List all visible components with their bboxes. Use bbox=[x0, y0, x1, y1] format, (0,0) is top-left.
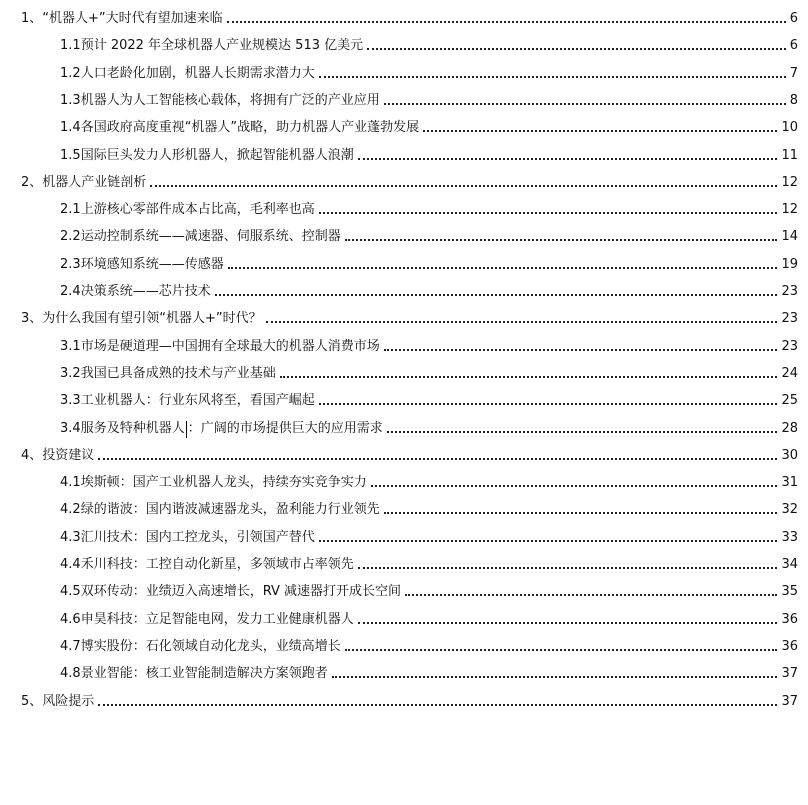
toc-entry-title: 为什么我国有望引领“机器人+”时代？ bbox=[42, 311, 262, 327]
toc-page-number: 31 bbox=[781, 475, 798, 491]
toc-page-number: 6 bbox=[789, 38, 798, 54]
toc-page-number: 34 bbox=[781, 557, 798, 572]
toc-entry-title-part: 服务及特种机器人 bbox=[80, 420, 185, 436]
dot-leader bbox=[319, 540, 778, 542]
toc-entry-number: 2、 bbox=[21, 174, 43, 190]
toc-entry-number: 3.3 bbox=[60, 393, 81, 409]
toc-subsection-entry[interactable] bbox=[60, 143, 798, 165]
dot-leader bbox=[319, 403, 778, 405]
toc-page-number: 10 bbox=[781, 120, 798, 136]
toc-entry-number: 3.2 bbox=[60, 365, 81, 381]
toc-page-number: 36 bbox=[781, 611, 798, 627]
toc-page-number: 23 bbox=[781, 338, 798, 354]
toc-entry-title: 工业机器人：行业东风将至，看国产崛起 bbox=[80, 393, 315, 409]
dot-leader bbox=[266, 321, 778, 323]
toc-page-number: 6 bbox=[789, 11, 798, 26]
toc-subsection-entry[interactable] bbox=[60, 361, 798, 383]
toc-entry-number: 1、 bbox=[21, 11, 43, 26]
toc-page-number: 35 bbox=[781, 584, 798, 600]
toc-section-entry[interactable] bbox=[21, 306, 798, 328]
toc-page-number: 28 bbox=[781, 420, 798, 436]
toc-entry-title: 预计 2022 年全球机器人产业规模达 513 亿美元 bbox=[80, 38, 364, 54]
toc-page-number: 25 bbox=[781, 393, 798, 409]
dot-leader bbox=[358, 622, 778, 624]
toc-page-number: 30 bbox=[781, 447, 798, 463]
toc-entry-number: 3.4 bbox=[60, 420, 81, 436]
toc-page-number: 32 bbox=[781, 502, 798, 518]
toc-entry-number: 2.4 bbox=[60, 284, 81, 299]
toc-entry-number: 1.3 bbox=[60, 92, 81, 108]
toc-subsection-entry[interactable] bbox=[60, 416, 798, 438]
toc-page-number: 12 bbox=[781, 174, 798, 190]
toc-entry-number: 1.2 bbox=[60, 65, 81, 81]
toc-entry-title: 投资建议 bbox=[42, 447, 95, 463]
toc-subsection-entry[interactable] bbox=[60, 607, 798, 629]
toc-subsection-entry[interactable] bbox=[60, 552, 798, 574]
toc-entry-number: 4.3 bbox=[60, 529, 81, 545]
toc-entry-title: 各国政府高度重视“机器人”战略，助力机器人产业蓬勃发展 bbox=[80, 120, 420, 136]
toc-entry-title: 上游核心零部件成本占比高，毛利率也高 bbox=[80, 202, 315, 218]
text-cursor bbox=[186, 421, 187, 438]
dot-leader bbox=[345, 239, 778, 241]
toc-subsection-entry[interactable] bbox=[60, 579, 798, 601]
toc-entry-number: 4.5 bbox=[60, 584, 81, 600]
toc-page-number: 33 bbox=[781, 529, 798, 545]
dot-leader bbox=[358, 567, 778, 569]
toc-page-number: 37 bbox=[781, 693, 798, 709]
toc-entry-number: 3、 bbox=[21, 311, 43, 327]
toc-subsection-entry[interactable] bbox=[60, 525, 798, 547]
toc-entry-number: 1.5 bbox=[60, 147, 81, 163]
toc-section-entry[interactable] bbox=[21, 6, 798, 28]
toc-entry-title: 风险提示 bbox=[42, 693, 95, 709]
toc-subsection-entry[interactable] bbox=[60, 279, 798, 301]
toc-entry-title: 禾川科技：工控自动化新星，多领域市占率领先 bbox=[80, 557, 354, 572]
toc-entry-title: 汇川技术：国内工控龙头，引领国产替代 bbox=[80, 529, 315, 545]
dot-leader bbox=[367, 48, 786, 50]
toc-page-number: 23 bbox=[781, 311, 798, 327]
toc-page-number: 7 bbox=[789, 65, 798, 81]
toc-page-number: 23 bbox=[781, 284, 798, 299]
toc-page-number: 19 bbox=[781, 256, 798, 272]
toc-entry-title: 环境感知系统——传感器 bbox=[80, 256, 224, 272]
toc-entry-number: 3.1 bbox=[60, 338, 81, 354]
toc-entry-title: 人口老龄化加剧，机器人长期需求潜力大 bbox=[80, 65, 315, 81]
toc-entry-number: 2.2 bbox=[60, 229, 81, 245]
toc-subsection-entry[interactable] bbox=[60, 334, 798, 356]
toc-subsection-entry[interactable] bbox=[60, 497, 798, 519]
toc-section-entry[interactable] bbox=[21, 170, 798, 192]
toc-entry-title: 景业智能：核工业智能制造解决方案领跑者 bbox=[80, 666, 328, 682]
toc-entry-title: 决策系统——芯片技术 bbox=[80, 284, 211, 299]
toc-entry-title-part: ：广阔的市场提供巨大的应用需求 bbox=[187, 420, 383, 436]
toc-subsection-entry[interactable] bbox=[60, 115, 798, 137]
toc-entry-number: 4.2 bbox=[60, 502, 81, 518]
dot-leader bbox=[228, 267, 778, 269]
toc-subsection-entry[interactable] bbox=[60, 252, 798, 274]
toc-entry-title: 博实股份：石化领域自动化龙头，业绩高增长 bbox=[80, 638, 341, 654]
dot-leader bbox=[345, 649, 778, 651]
dot-leader bbox=[98, 704, 777, 706]
dot-leader bbox=[384, 103, 786, 105]
toc-page-number: 11 bbox=[781, 147, 798, 163]
toc-entry-number: 4.1 bbox=[60, 475, 81, 491]
toc-subsection-entry[interactable] bbox=[60, 661, 798, 683]
dot-leader bbox=[371, 485, 778, 487]
toc-subsection-entry[interactable] bbox=[60, 224, 798, 246]
toc-entry-number: 2.3 bbox=[60, 256, 81, 272]
toc-section-entry[interactable] bbox=[21, 443, 798, 465]
dot-leader bbox=[387, 431, 778, 433]
toc-entry-number: 4.8 bbox=[60, 666, 81, 682]
toc-entry-title: 市场是硬道理—中国拥有全球最大的机器人消费市场 bbox=[80, 338, 380, 354]
toc-page-number: 24 bbox=[781, 365, 798, 381]
dot-leader bbox=[319, 76, 786, 78]
toc-entry-title: 绿的谐波：国内谐波减速器龙头，盈利能力行业领先 bbox=[80, 502, 380, 518]
toc-subsection-entry[interactable] bbox=[60, 470, 798, 492]
toc-section-entry[interactable] bbox=[21, 689, 798, 711]
dot-leader bbox=[98, 458, 777, 460]
toc-subsection-entry[interactable] bbox=[60, 634, 798, 656]
toc-entry-number: 4.4 bbox=[60, 557, 81, 572]
toc-subsection-entry[interactable] bbox=[60, 197, 798, 219]
toc-entry-number: 1.1 bbox=[60, 38, 81, 54]
dot-leader bbox=[423, 130, 777, 132]
dot-leader bbox=[405, 594, 777, 596]
toc-entry-title bbox=[81, 420, 383, 438]
toc-entry-title: 申昊科技：立足智能电网，发力工业健康机器人 bbox=[80, 611, 354, 627]
toc-subsection-entry[interactable] bbox=[60, 33, 798, 55]
toc-entry-title: 机器人产业链剖析 bbox=[42, 174, 147, 190]
dot-leader bbox=[280, 376, 778, 378]
toc-entry-title: 运动控制系统——减速器、伺服系统、控制器 bbox=[80, 229, 341, 245]
dot-leader bbox=[358, 158, 778, 160]
toc-entry-title: 国际巨头发力人形机器人，掀起智能机器人浪潮 bbox=[80, 147, 354, 163]
toc-entry-number: 4.7 bbox=[60, 638, 81, 654]
toc-entry-number: 4、 bbox=[21, 447, 43, 463]
toc-page-number: 8 bbox=[789, 92, 798, 108]
toc-entry-title: 机器人为人工智能核心载体，将拥有广泛的产业应用 bbox=[80, 92, 380, 108]
toc-page-number: 37 bbox=[781, 666, 798, 682]
dot-leader bbox=[227, 21, 786, 23]
toc-subsection-entry[interactable] bbox=[60, 61, 798, 83]
dot-leader bbox=[319, 212, 778, 214]
toc-entry-title: 埃斯顿：国产工业机器人龙头，持续夯实竞争实力 bbox=[80, 475, 367, 491]
toc-subsection-entry[interactable] bbox=[60, 388, 798, 410]
toc-entry-title: 双环传动：业绩迈入高速增长，RV 减速器打开成长空间 bbox=[80, 584, 402, 600]
dot-leader bbox=[384, 349, 778, 351]
toc-entry-number: 1.4 bbox=[60, 120, 81, 136]
toc-page-number: 36 bbox=[781, 638, 798, 654]
toc-entry-title: 我国已具备成熟的技术与产业基础 bbox=[80, 365, 276, 381]
toc-subsection-entry[interactable] bbox=[60, 88, 798, 110]
toc-entry-number: 5、 bbox=[21, 693, 43, 709]
toc-entry-number: 2.1 bbox=[60, 202, 81, 218]
dot-leader bbox=[150, 185, 777, 187]
dot-leader bbox=[332, 676, 778, 678]
toc-entry-title: “机器人+”大时代有望加速来临 bbox=[42, 11, 223, 26]
toc-entry-number: 4.6 bbox=[60, 611, 81, 627]
dot-leader bbox=[215, 294, 778, 296]
toc-page-number: 12 bbox=[781, 202, 798, 218]
dot-leader bbox=[384, 512, 778, 514]
toc-page-number: 14 bbox=[781, 229, 798, 245]
